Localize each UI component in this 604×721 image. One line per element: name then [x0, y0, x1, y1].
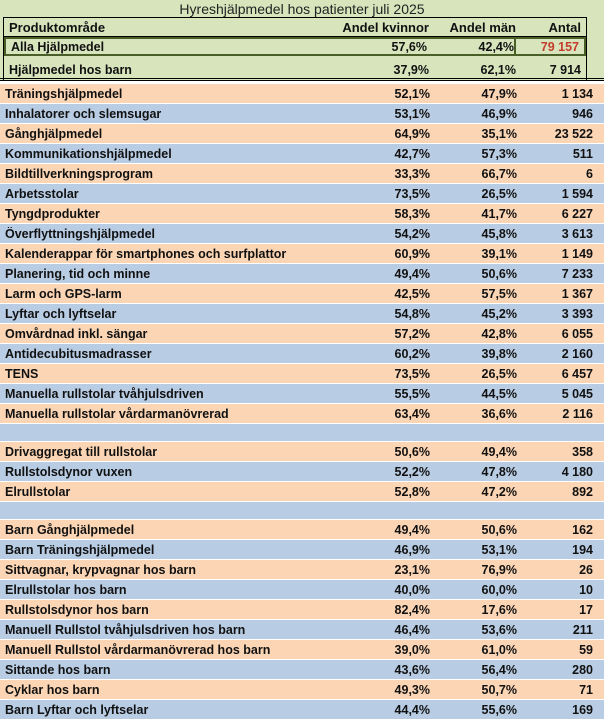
row-product[interactable]: Drivaggregat till rullstolar [5, 444, 158, 459]
row-men[interactable]: 36,6% [481, 406, 517, 421]
row-product[interactable]: Kommunikationshjälpmedel [5, 146, 172, 161]
row-men[interactable]: 47,9% [481, 86, 517, 101]
summary-table [3, 17, 587, 81]
row-count[interactable]: 6 055 [561, 326, 593, 341]
row-men[interactable]: 60,0% [481, 582, 517, 597]
row-men[interactable]: 44,5% [481, 386, 517, 401]
row-product[interactable]: Antidecubitusmadrasser [5, 346, 152, 361]
table-row[interactable] [0, 104, 604, 123]
table-row[interactable] [0, 540, 604, 559]
row-men[interactable]: 42,8% [481, 326, 517, 341]
table-row[interactable] [0, 660, 604, 679]
table-row[interactable] [0, 124, 604, 143]
row-men[interactable]: 50,6% [481, 522, 517, 537]
row-count[interactable]: 211 [572, 622, 593, 637]
row-count[interactable]: 892 [572, 484, 593, 499]
row-women[interactable]: 57,2% [394, 326, 430, 341]
row-women[interactable]: 33,3% [394, 166, 430, 181]
row-product[interactable]: Barn Träningshjälpmedel [5, 542, 155, 557]
row-product[interactable]: Överflyttningshjälpmedel [5, 226, 156, 241]
row-men[interactable]: 39,1% [481, 246, 517, 261]
table-row[interactable] [0, 560, 604, 579]
children-summary-product[interactable]: Hjälpmedel hos barn [9, 62, 132, 77]
row-men[interactable]: 53,1% [481, 542, 517, 557]
column-header-product[interactable]: Produktområde [9, 19, 106, 35]
row-women[interactable]: 46,4% [394, 622, 430, 637]
row-women[interactable]: 64,9% [394, 126, 430, 141]
row-count[interactable]: 59 [579, 642, 593, 657]
row-men[interactable]: 55,6% [481, 702, 517, 717]
row-product[interactable]: Sittvagnar, krypvagnar hos barn [5, 562, 197, 577]
table-row[interactable] [0, 344, 604, 363]
row-count[interactable]: 2 160 [561, 346, 593, 361]
table-row[interactable] [0, 304, 604, 323]
row-men[interactable]: 26,5% [481, 366, 517, 381]
table-row[interactable] [0, 224, 604, 243]
row-count[interactable]: 3 393 [561, 306, 593, 321]
row-count[interactable]: 511 [572, 146, 593, 161]
row-women[interactable]: 50,6% [394, 444, 430, 459]
report-header-section [0, 0, 604, 81]
row-count[interactable]: 162 [572, 522, 593, 537]
spacer-row[interactable] [0, 424, 604, 441]
row-count[interactable]: 23 522 [554, 126, 593, 141]
row-count[interactable]: 4 180 [561, 464, 593, 479]
row-product[interactable]: Tyngdprodukter [5, 206, 100, 221]
total-row-product[interactable]: Alla Hjälpmedel [11, 39, 105, 54]
row-men[interactable]: 76,9% [481, 562, 517, 577]
table-row[interactable] [0, 680, 604, 699]
row-women[interactable]: 53,1% [394, 106, 430, 121]
row-women[interactable]: 49,3% [394, 682, 430, 697]
row-count[interactable]: 280 [572, 662, 593, 677]
row-men[interactable]: 50,6% [481, 266, 517, 281]
row-women[interactable]: 73,5% [394, 366, 430, 381]
row-men[interactable]: 61,0% [481, 642, 517, 657]
table-row[interactable] [0, 640, 604, 659]
total-row-men[interactable]: 42,4% [478, 39, 514, 54]
row-product[interactable]: Arbetsstolar [5, 186, 79, 201]
row-product[interactable]: Barn Lyftar och lyftselar [5, 702, 149, 717]
row-product[interactable]: Planering, tid och minne [5, 266, 151, 281]
table-row[interactable] [0, 144, 604, 163]
table-row[interactable] [0, 84, 604, 103]
row-men[interactable]: 57,5% [481, 286, 517, 301]
table-row[interactable] [0, 600, 604, 619]
row-men[interactable]: 56,4% [481, 662, 517, 677]
row-men[interactable]: 57,3% [481, 146, 517, 161]
children-summary-count[interactable]: 7 914 [549, 62, 581, 77]
total-row[interactable] [4, 37, 586, 56]
row-men[interactable]: 45,2% [481, 306, 517, 321]
row-count[interactable]: 946 [572, 106, 593, 121]
row-count[interactable]: 6 227 [561, 206, 593, 221]
row-product[interactable]: Manuella rullstolar tvåhjulsdriven [5, 386, 204, 401]
row-men[interactable]: 35,1% [481, 126, 517, 141]
row-product[interactable]: Sittande hos barn [5, 662, 111, 677]
row-women[interactable]: 23,1% [394, 562, 430, 577]
row-women[interactable]: 49,4% [394, 522, 430, 537]
column-header-row [4, 18, 586, 37]
row-product[interactable]: Elrullstolar hos barn [5, 582, 127, 597]
row-count[interactable]: 5 045 [561, 386, 593, 401]
row-women[interactable]: 58,3% [394, 206, 430, 221]
table-row[interactable] [0, 384, 604, 403]
spacer-row[interactable] [0, 502, 604, 519]
row-count[interactable]: 358 [572, 444, 593, 459]
row-count[interactable]: 2 116 [562, 406, 593, 421]
column-header-men[interactable]: Andel män [449, 19, 516, 35]
row-men[interactable]: 50,7% [481, 682, 517, 697]
table-body [0, 84, 604, 720]
total-row-women[interactable]: 57,6% [391, 39, 427, 54]
row-women[interactable]: 52,1% [394, 86, 430, 101]
row-men[interactable]: 47,8% [481, 464, 517, 479]
row-women[interactable]: 52,2% [394, 464, 430, 479]
row-women[interactable]: 60,9% [394, 246, 430, 261]
table-row[interactable] [0, 442, 604, 461]
row-count[interactable]: 3 613 [561, 226, 593, 241]
row-women[interactable]: 42,5% [394, 286, 430, 301]
table-row[interactable] [0, 482, 604, 501]
row-men[interactable]: 66,7% [481, 166, 517, 181]
row-women[interactable]: 52,8% [394, 484, 430, 499]
row-women[interactable]: 54,8% [394, 306, 430, 321]
table-row[interactable] [0, 264, 604, 283]
table-row[interactable] [0, 324, 604, 343]
row-women[interactable]: 39,0% [394, 642, 430, 657]
row-count[interactable]: 10 [579, 582, 593, 597]
row-women[interactable]: 54,2% [394, 226, 430, 241]
row-product[interactable]: Cyklar hos barn [5, 682, 100, 697]
row-product[interactable]: Larm och GPS-larm [5, 286, 122, 301]
row-women[interactable]: 73,5% [394, 186, 430, 201]
row-count[interactable]: 1 367 [561, 286, 593, 301]
table-row[interactable] [0, 580, 604, 599]
row-count[interactable]: 71 [579, 682, 593, 697]
row-count[interactable]: 1 134 [561, 86, 593, 101]
row-women[interactable]: 43,6% [394, 662, 430, 677]
row-count[interactable]: 1 594 [561, 186, 593, 201]
row-men[interactable]: 39,8% [481, 346, 517, 361]
row-women[interactable]: 42,7% [394, 146, 430, 161]
table-row[interactable] [0, 244, 604, 263]
row-product[interactable]: Gånghjälpmedel [5, 126, 103, 141]
children-summary-men[interactable]: 62,1% [480, 62, 516, 77]
row-product[interactable]: Rullstolsdynor hos barn [5, 602, 149, 617]
row-product[interactable]: Rullstolsdynor vuxen [5, 464, 133, 479]
row-product[interactable]: Inhalatorer och slemsugar [5, 106, 162, 121]
row-women[interactable]: 46,9% [394, 542, 430, 557]
row-count[interactable]: 6 457 [561, 366, 593, 381]
row-product[interactable]: TENS [5, 366, 39, 381]
table-row[interactable] [0, 462, 604, 481]
table-row[interactable] [0, 364, 604, 383]
row-product[interactable]: Lyftar och lyftselar [5, 306, 117, 321]
row-women[interactable]: 82,4% [394, 602, 430, 617]
row-women[interactable]: 55,5% [394, 386, 430, 401]
row-count[interactable]: 17 [579, 602, 593, 617]
row-product[interactable]: Elrullstolar [5, 484, 71, 499]
row-count[interactable]: 194 [572, 542, 593, 557]
table-row[interactable] [0, 520, 604, 539]
row-count[interactable]: 26 [579, 562, 593, 577]
row-men[interactable]: 49,4% [481, 444, 517, 459]
column-header-women[interactable]: Andel kvinnor [342, 19, 429, 35]
table-row[interactable] [0, 184, 604, 203]
children-summary-women[interactable]: 37,9% [393, 62, 429, 77]
row-men[interactable]: 41,7% [481, 206, 517, 221]
table-row[interactable] [0, 284, 604, 303]
row-count[interactable]: 6 [586, 166, 593, 181]
row-count[interactable]: 169 [572, 702, 593, 717]
total-row-count[interactable]: 79 157 [514, 39, 584, 54]
row-women[interactable]: 60,2% [394, 346, 430, 361]
table-row[interactable] [0, 700, 604, 719]
row-product[interactable]: Omvårdnad inkl. sängar [5, 326, 148, 341]
table-row[interactable] [0, 404, 604, 423]
row-men[interactable]: 26,5% [481, 186, 517, 201]
row-men[interactable]: 53,6% [481, 622, 517, 637]
table-row[interactable] [0, 620, 604, 639]
row-men[interactable]: 45,8% [481, 226, 517, 241]
row-count[interactable]: 7 233 [561, 266, 593, 281]
row-product[interactable]: Träningshjälpmedel [5, 86, 123, 101]
page-title: Hyreshjälpmedel hos patienter juli 2025 [179, 1, 425, 17]
row-product[interactable]: Barn Gånghjälpmedel [5, 522, 135, 537]
row-men[interactable]: 47,2% [481, 484, 517, 499]
row-men[interactable]: 46,9% [481, 106, 517, 121]
row-product[interactable]: Manuell Rullstol vårdarmanövrerad hos barn [5, 642, 271, 657]
row-product[interactable]: Manuell Rullstol tvåhjulsdriven hos barn [5, 622, 246, 637]
row-women[interactable]: 63,4% [394, 406, 430, 421]
row-women[interactable]: 40,0% [394, 582, 430, 597]
row-product[interactable]: Kalenderappar för smartphones och surfplattor [5, 246, 287, 261]
row-product[interactable]: Bildtillverkningsprogram [5, 166, 153, 181]
table-row[interactable] [0, 164, 604, 183]
column-header-count[interactable]: Antal [548, 19, 581, 35]
row-product[interactable]: Manuella rullstolar vårdarmanövrerad [5, 406, 229, 421]
table-row[interactable] [0, 204, 604, 223]
row-women[interactable]: 49,4% [394, 266, 430, 281]
row-women[interactable]: 44,4% [394, 702, 430, 717]
children-summary-row[interactable] [4, 60, 586, 79]
row-count[interactable]: 1 149 [561, 246, 593, 261]
row-men[interactable]: 17,6% [481, 602, 517, 617]
